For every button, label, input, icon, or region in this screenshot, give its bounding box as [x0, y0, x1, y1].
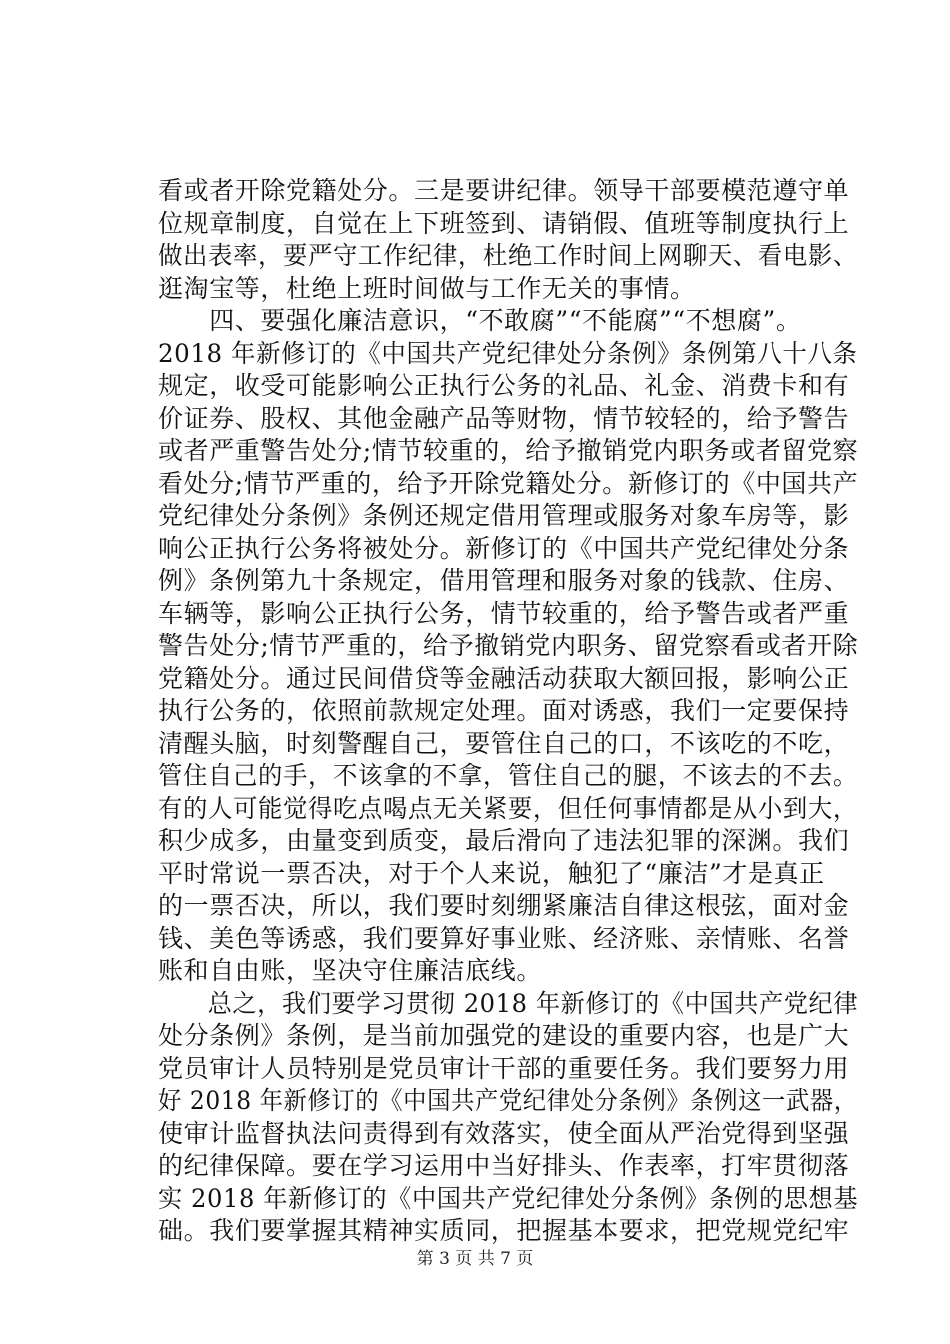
text-line: 四、要强化廉洁意识，“不敢腐”“不能腐”“不想腐”。: [158, 306, 802, 335]
text-line: 的一票否决，所以，我们要时刻绷紧廉洁自律这根弦，面对金: [158, 891, 850, 920]
text-line: 钱、美色等诱惑，我们要算好事业账、经济账、亲情账、名誉: [158, 923, 850, 953]
text-line: 好 2018 年新修订的《中国共产党纪律处分条例》条例这一武器，: [158, 1086, 858, 1115]
text-line: 看或者开除党籍处分。三是要讲纪律。领导干部要模范遵守单: [158, 176, 850, 205]
text-line: 处分条例》条例，是当前加强党的建设的重要内容，也是广大: [158, 1021, 850, 1050]
text-line: 党纪律处分条例》条例还规定借用管理或服务对象车房等，影: [158, 501, 850, 530]
text-line: 警告处分;情节严重的，给予撤销党内职务、留党察看或者开除: [158, 631, 859, 660]
text-line: 响公正执行公务将被处分。新修订的《中国共产党纪律处分条: [158, 533, 850, 563]
text-line: 执行公务的，依照前款规定处理。面对诱惑，我们一定要保持: [158, 696, 850, 725]
text-line: 总之，我们要学习贯彻 2018 年新修订的《中国共产党纪律: [158, 988, 859, 1018]
text-line: 例》条例第九十条规定，借用管理和服务对象的钱款、住房、: [158, 566, 850, 595]
text-line: 党籍处分。通过民间借贷等金融活动获取大额回报，影响公正: [158, 663, 850, 693]
text-line: 价证券、股权、其他金融产品等财物，情节较轻的，给予警告: [158, 403, 850, 433]
text-line: 做出表率，要严守工作纪律，杜绝工作时间上网聊天、看电影、: [158, 241, 858, 270]
text-line: 2018 年新修订的《中国共产党纪律处分条例》条例第八十八条: [158, 338, 858, 368]
text-line: 使审计监督执法问责得到有效落实，使全面从严治党得到坚强: [158, 1118, 850, 1148]
text-line: 党员审计人员特别是党员审计干部的重要任务。我们要努力用: [158, 1053, 850, 1083]
text-line: 规定，收受可能影响公正执行公务的礼品、礼金、消费卡和有: [158, 371, 850, 400]
document-body: [158, 175, 858, 1248]
text-line: 础。我们要掌握其精神实质同，把握基本要求，把党规党纪牢: [158, 1216, 850, 1245]
text-line: 积少成多，由量变到质变，最后滑向了违法犯罪的深渊。我们: [158, 826, 850, 855]
text-line: 位规章制度，自觉在上下班签到、请销假、值班等制度执行上: [158, 208, 850, 238]
text-line: 实 2018 年新修订的《中国共产党纪律处分条例》条例的思想基: [158, 1183, 859, 1213]
text-line: 平时常说一票否决，对于个人来说，触犯了“廉洁”才是真正: [158, 858, 825, 888]
text-line: 有的人可能觉得吃点喝点无关紧要，但任何事情都是从小到大，: [158, 793, 858, 823]
text-line: 或者严重警告处分;情节较重的，给予撤销党内职务或者留党察: [158, 436, 859, 465]
page-number-footer: 第 3 页 共 7 页: [416, 1249, 534, 1269]
text-line: 车辆等，影响公正执行公务，情节较重的，给予警告或者严重: [158, 598, 850, 628]
text-line: 逛淘宝等，杜绝上班时间做与工作无关的事情。: [158, 273, 696, 303]
text-line: 管住自己的手，不该拿的不拿，管住自己的腿，不该去的不去。: [158, 761, 858, 790]
text-line: 的纪律保障。要在学习运用中当好排头、作表率，打牢贯彻落: [158, 1151, 850, 1180]
text-line: 账和自由账，坚决守住廉洁底线。: [158, 956, 543, 985]
text-line: 清醒头脑，时刻警醒自己，要管住自己的口，不该吃的不吃，: [158, 728, 850, 758]
text-line: 看处分;情节严重的，给予开除党籍处分。新修订的《中国共产: [158, 468, 859, 498]
